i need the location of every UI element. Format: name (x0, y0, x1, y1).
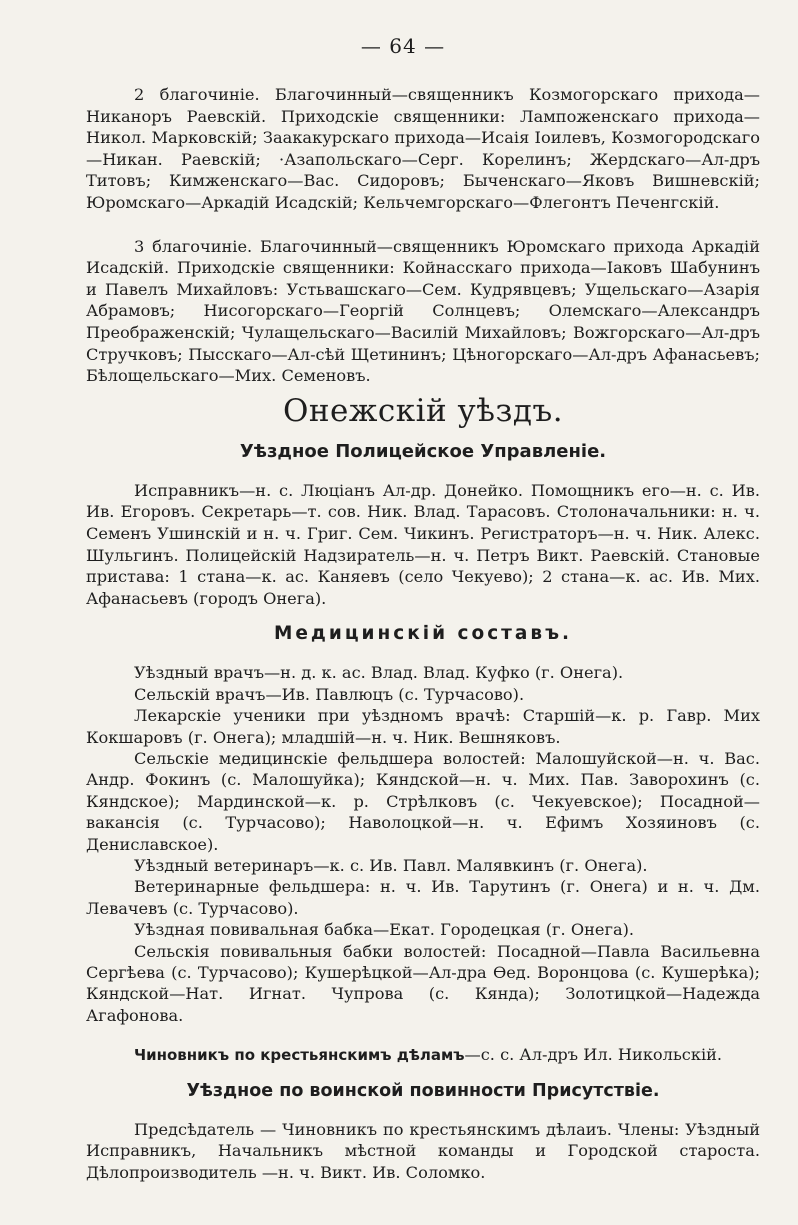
medical-item: Уѣздная повивальная бабка—Екат. Городецкая (г. Онега). (134, 920, 635, 940)
military-heading: Уѣздное по воинской повинности Присутствіе. (186, 1080, 660, 1101)
uezd-title: Онежскій уѣздъ. (282, 392, 564, 429)
medical-item: Ветеринарные фельдшера: н. ч. Ив. Тарутинъ (г. Онега) и н. ч. Дм. Левачевъ (с. Турчасово). (86, 877, 760, 918)
medical-item: Сельскіе медицинскіе фельдшера волостей: Малошуйской—н. ч. Вас. Андр. Фокинъ (с. Малошуйка); Кяндской—н. ч. Мих. Пав. Заворохинъ (с. Кяндское); Мардинской—к. р. Стрѣлковъ (с. Чекуевское); Посадной—вакансія (с. Турчасово); Наволоцкой—н. ч. Ефимъ Хозяиновъ (с. Дениславское). (86, 748, 760, 854)
police-heading: Уѣздное Полицейское Управленіе. (239, 440, 607, 462)
peasant-official-label: Чиновникъ по крестьянскимъ дѣламъ (134, 1046, 465, 1065)
medical-item: Уѣздный ветеринаръ—к. с. Ив. Павл. Малявкинъ (г. Онега). (134, 855, 648, 875)
medical-item: Лекарскіе ученики при уѣздномъ врачѣ: Старшій—к. р. Гавр. Мих Кокшаровъ (г. Онега); младшій—н. ч. Ник. Вешняковъ. (86, 706, 760, 747)
paragraph-blagochinie-3: 3 благочиніе. Благочинный—священникъ Юромскаго прихода Аркадій Исадскій. Приходскіе священники: Койнасскаго прихода—Іаковъ Шабунинъ и Павелъ Михайловъ: Устьвашскаго—Сем. Кудрявцевъ; Ущельскаго—Азарія Абрамовъ; Нисогорскаго—Георгій Солнцевъ; Олемскаго—Александръ Преображенскій; Чулащельскаго—Василій Михайловъ; Вожгорскаго—Ал-дръ Стручковъ; Пысскаго—Ал-сѣй Щетининъ; Цѣногорскаго—Ал-дръ Афанасьевъ; Бѣлощельскаго—Мих. Семеновъ. (86, 236, 760, 386)
paragraph-blagochinie-2: 2 благочиніе. Благочинный—священникъ Козмогорскаго прихода—Никаноръ Раевскій. Приходскіе священники: Лампоженскаго прихода—Никол. Марковскій; Заакакурскаго прихода—Исаія Іоилевъ, Козмогородскаго—Никан. Раевскій; ·Азапольскаго—Серг. Корелинъ; Жердскаго—Ал-дръ Титовъ; Кимженскаго—Вас. Сидоровъ; Быченскаго—Яковъ Вишневскій; Юромскаго—Аркадій Исадскій; Кельчемгорскаго—Флегонтъ Печенгскій. (86, 85, 760, 212)
medical-item: Сельскія повивальныя бабки волостей: Посадной—Павла Васильевна Сергѣева (с. Турчасово); Кушерѣцкой—Ал-дра Ѳед. Воронцова (с. Кушерѣка); Кяндской—Нат. Игнат. Чупрова (с. Кянда); Золотицкой—Надежда Агафонова. (86, 941, 760, 1025)
paragraph-peasant-official (86, 1044, 760, 1067)
peasant-official-name: —с. с. Ал-дръ Ил. Никольскій. (464, 1045, 723, 1065)
page-number: — 64 — (360, 34, 446, 58)
medical-heading: Медицинскій составъ. (273, 623, 573, 645)
paragraph-police: Исправникъ—н. с. Люціанъ Ал-др. Донейко. Помощникъ его—н. с. Ив. Ив. Егоровъ. Секретарь—т. сов. Ник. Влад. Тарасовъ. Столоначальники: н. ч. Семенъ Ушинскій и н. ч. Григ. Сем. Чикинъ. Регистраторъ—н. ч. Ник. Алекс. Шульгинъ. Полицейскій Надзиратель—н. ч. Петръ Викт. Раевскій. Становые пристава: 1 стана—к. ас. Каняевъ (село Чекуево); 2 стана—к. ас. Ив. Мих. Афанасьевъ (городъ Онега). (86, 480, 760, 608)
medical-item: Уѣздный врачъ—н. д. к. ас. Влад. Влад. Куфко (г. Онега). (134, 663, 624, 683)
paragraph-military: Предсѣдатель — Чиновникъ по крестьянскимъ дѣлаиъ. Члены: Уѣздный Исправникъ, Начальникъ мѣстной команды и Городской староста. Дѣлопроизводитель —н. ч. Викт. Ив. Соломко. (86, 1119, 760, 1182)
medical-item: Сельскій врачъ—Ив. Павлюцъ (с. Турчасово). (134, 684, 525, 704)
medical-list (86, 662, 760, 1026)
